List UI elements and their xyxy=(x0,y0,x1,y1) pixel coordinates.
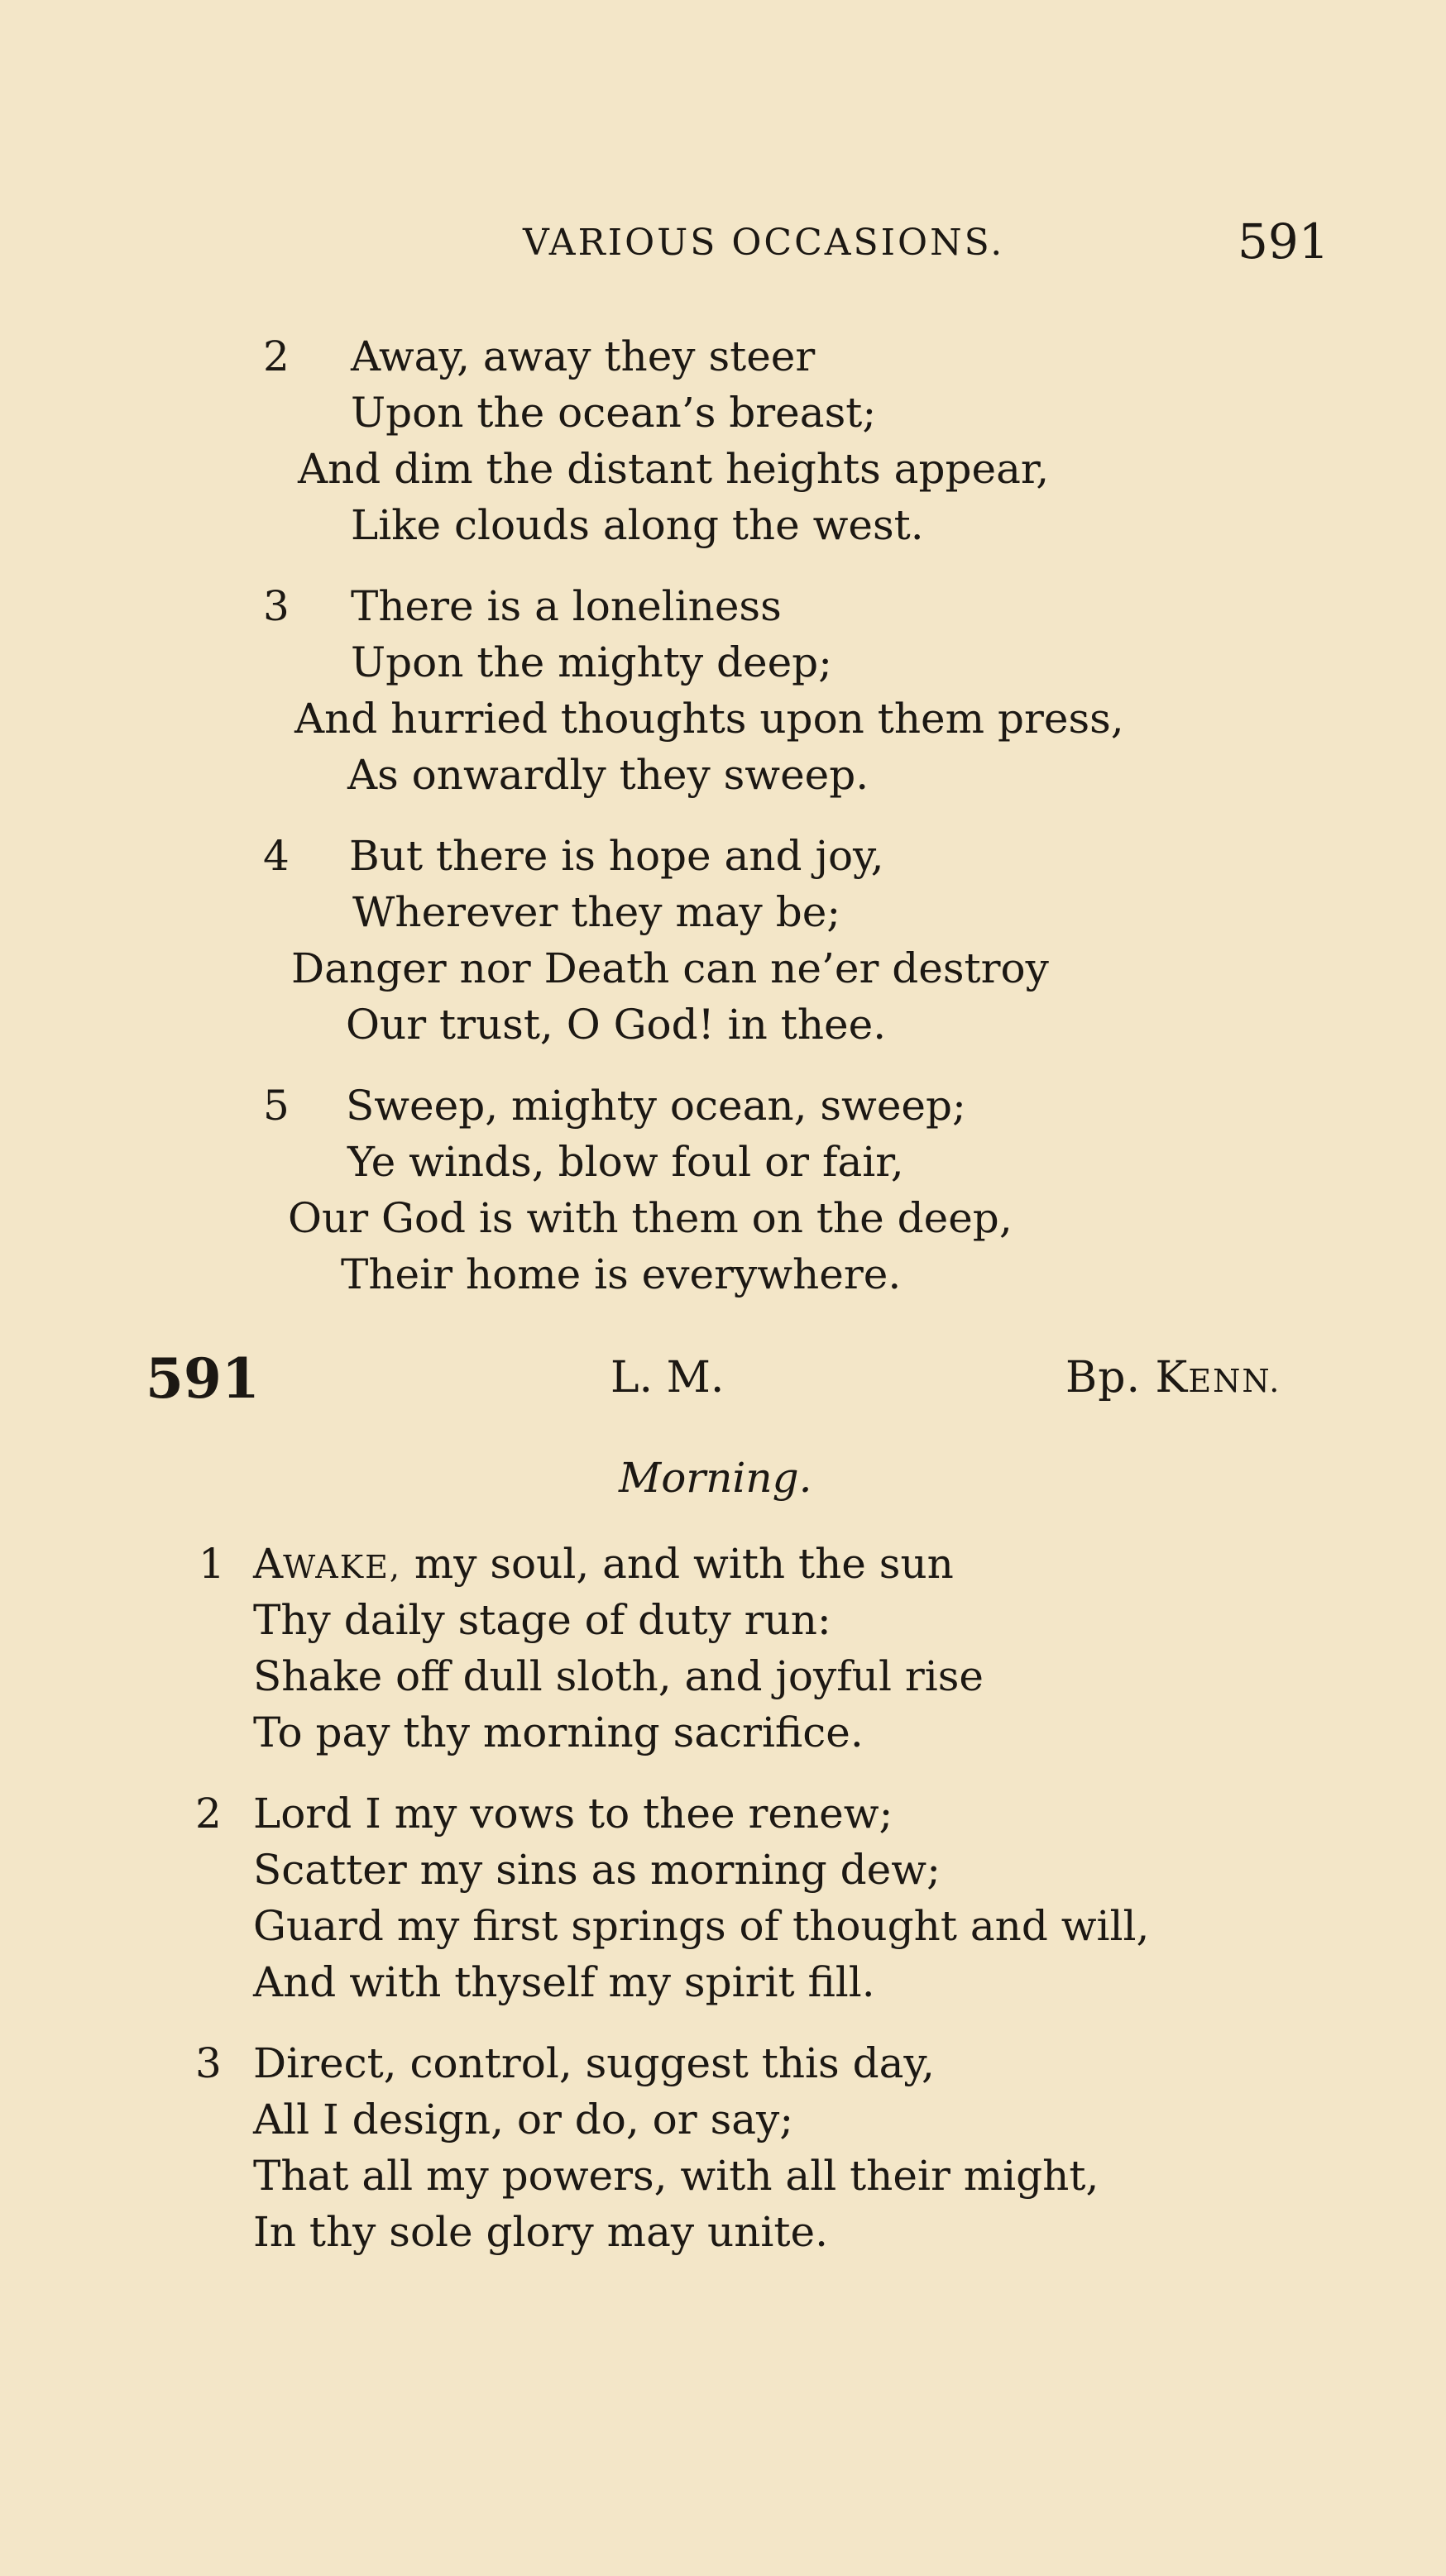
verse-line: Guard my first springs of thought and will, xyxy=(253,1902,1150,1950)
verse-line: Our trust, O God! in thee. xyxy=(346,1001,887,1049)
verse-line: Our God is with them on the deep, xyxy=(288,1194,1013,1242)
verse-line: In thy sole glory may unite. xyxy=(253,2208,828,2256)
verse-number: 4 xyxy=(263,832,290,880)
verse-number: 2 xyxy=(195,1790,222,1838)
verse-line: Their home is everywhere. xyxy=(341,1250,902,1298)
verse-line: Thy daily stage of duty run: xyxy=(253,1596,831,1644)
hymn-meter: L. M. xyxy=(610,1353,725,1403)
verse-line: There is a loneliness xyxy=(351,582,782,630)
verse-line: And dim the distant heights appear, xyxy=(298,445,1050,493)
verse-line: But there is hope and joy, xyxy=(349,832,884,880)
page-number: 591 xyxy=(1238,213,1329,270)
running-head: VARIOUS OCCASIONS. xyxy=(523,222,1005,264)
verse-line: Scatter my sins as morning dew; xyxy=(253,1846,941,1894)
verse-number: 5 xyxy=(263,1082,290,1130)
verse-line: And hurried thoughts upon them press, xyxy=(294,695,1124,743)
line-rest: my soul, and with the sun xyxy=(400,1540,954,1588)
verse-number: 3 xyxy=(195,2039,222,2087)
hymn-author xyxy=(1065,1353,1281,1403)
hymn-subtitle: Morning. xyxy=(619,1454,812,1502)
verse-line: Ye winds, blow foul or fair, xyxy=(347,1138,904,1186)
verse-line: As onwardly they sweep. xyxy=(347,751,869,799)
drop-cap: A xyxy=(253,1540,284,1588)
verse-line xyxy=(253,1540,954,1588)
verse-line: To pay thy morning sacrifice. xyxy=(253,1709,864,1756)
author-rest: ENN. xyxy=(1188,1363,1281,1399)
verse-line: Like clouds along the west. xyxy=(351,501,924,549)
verse-line: And with thyself my spirit fill. xyxy=(253,1958,875,2006)
verse-line: Away, away they steer xyxy=(351,332,816,380)
verse-line: That all my powers, with all their might, xyxy=(253,2152,1099,2200)
verse-line: Lord I my vows to thee renew; xyxy=(253,1790,893,1838)
verse-number: 2 xyxy=(263,332,290,380)
verse-line: Danger nor Death can ne’er destroy xyxy=(291,944,1049,992)
small-caps-word: WAKE, xyxy=(283,1549,401,1585)
hymn-number: 591 xyxy=(146,1346,260,1411)
verse-line: Wherever they may be; xyxy=(352,888,841,936)
verse-number: 3 xyxy=(263,582,290,630)
verse-line: Direct, control, suggest this day, xyxy=(253,2039,935,2087)
verse-line: Sweep, mighty ocean, sweep; xyxy=(346,1082,966,1130)
verse-line: Upon the mighty deep; xyxy=(351,638,833,686)
verse-number: 1 xyxy=(199,1540,225,1588)
verse-line: Upon the ocean’s breast; xyxy=(351,389,877,437)
verse-line: Shake off dull sloth, and joyful rise xyxy=(253,1652,984,1700)
verse-line: All I design, or do, or say; xyxy=(253,2096,794,2143)
author-initial: Bp. K xyxy=(1065,1353,1189,1403)
